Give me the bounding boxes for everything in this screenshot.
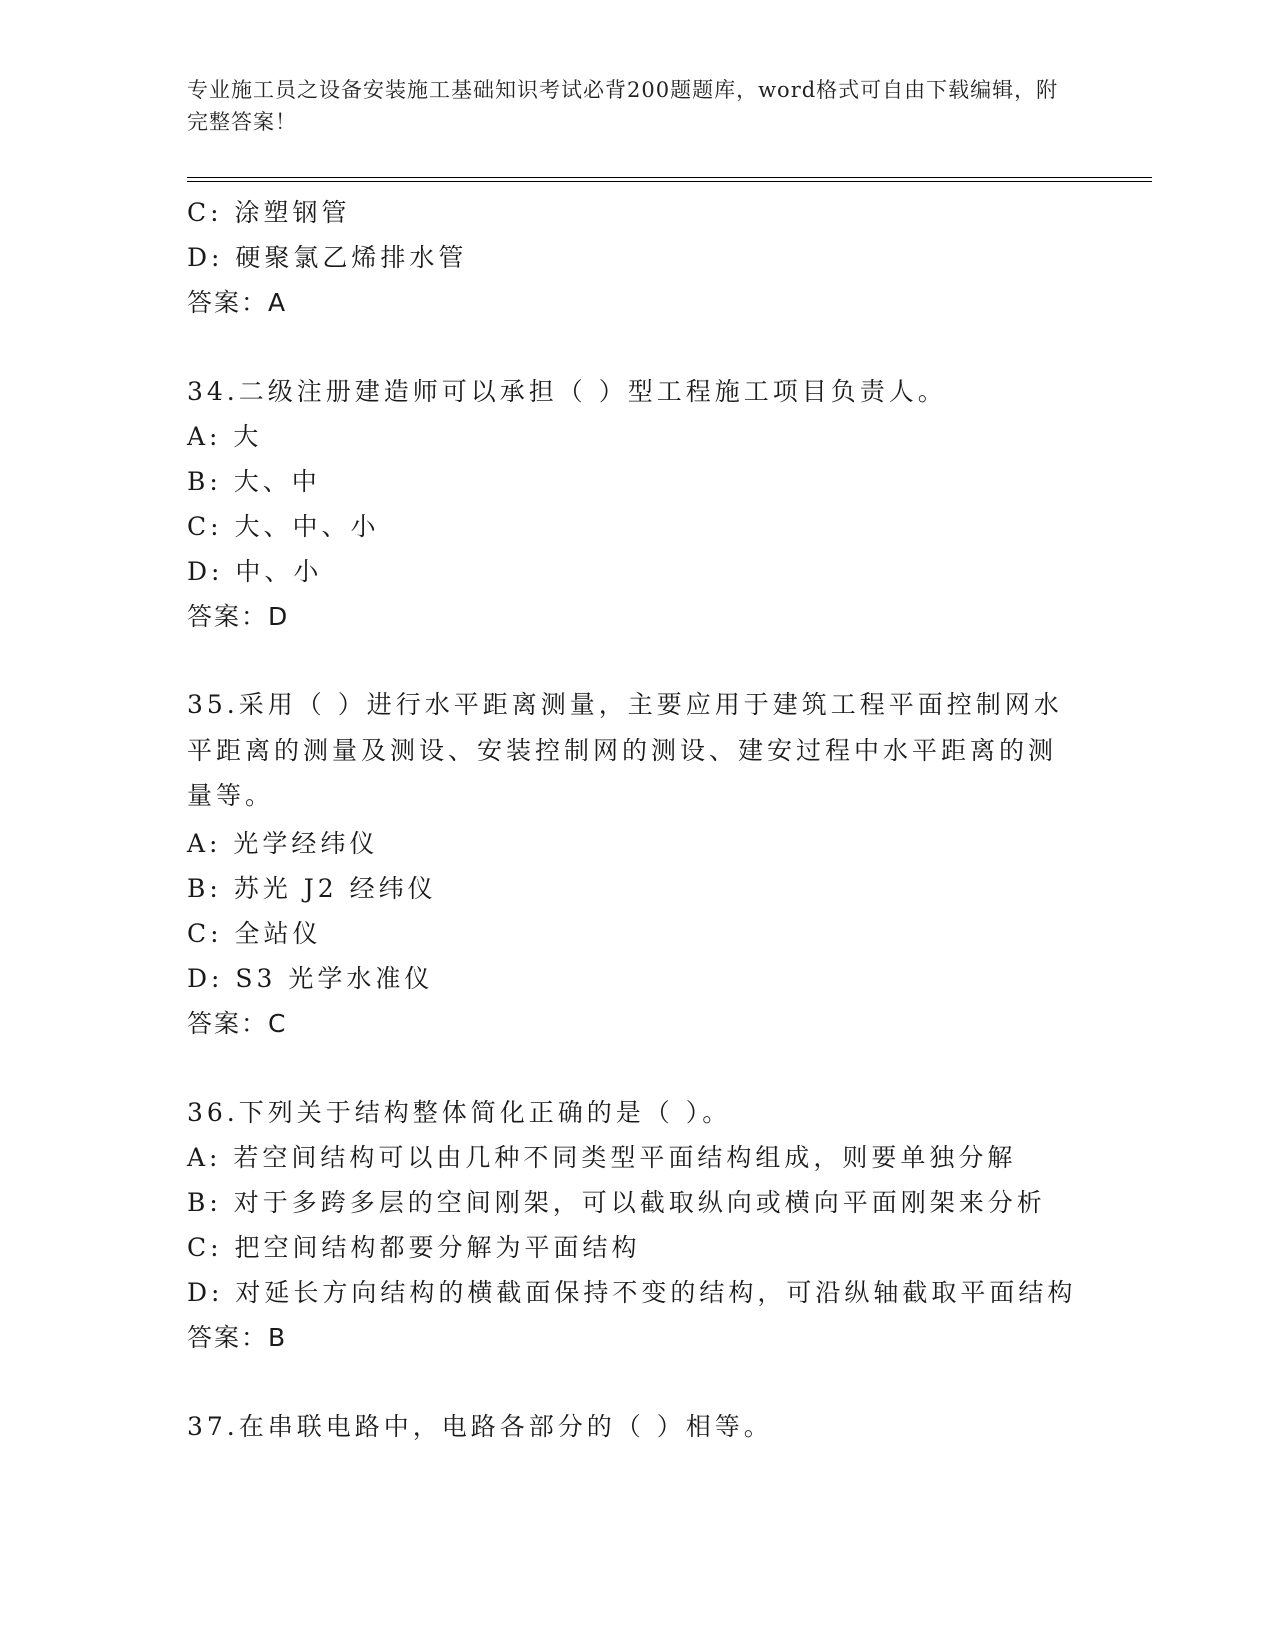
header-divider-bottom	[187, 181, 1152, 182]
question-35: 35.采用（ ）进行水平距离测量，主要应用于建筑工程平面控制网水平距离的测量及测设、安装控制网的测设、建安过程中水平距离的测量等。	[187, 690, 1063, 810]
question-37: 37.在串联电路中，电路各部分的（ ）相等。	[187, 1412, 773, 1441]
option-c: C: 大、中、小	[187, 512, 380, 541]
option-d: D: 对延长方向结构的横截面保持不变的结构，可沿纵轴截取平面结构	[187, 1278, 1077, 1307]
answer: 答案：C	[187, 1009, 288, 1038]
option-b: B: 大、中	[187, 467, 321, 496]
option-a: A: 若空间结构可以由几种不同类型平面结构组成，则要单独分解	[187, 1143, 1017, 1172]
option-b: B: 对于多跨多层的空间刚架，可以截取纵向或横向平面刚架来分析	[187, 1188, 1046, 1217]
option-b: B: 苏光 J2 经纬仪	[187, 874, 437, 903]
option-d: D: 硬聚氯乙烯排水管	[187, 243, 468, 272]
option-d: D: 中、小	[187, 557, 323, 586]
option-d: D: S3 光学水准仪	[187, 964, 434, 993]
option-a: A: 大	[187, 422, 263, 451]
answer: 答案：D	[187, 602, 290, 631]
option-c: C: 把空间结构都要分解为平面结构	[187, 1233, 641, 1262]
question-34: 34.二级注册建造师可以承担（ ）型工程施工项目负责人。	[187, 377, 947, 406]
answer: 答案：A	[187, 288, 288, 317]
option-c: C: 涂塑钢管	[187, 198, 351, 227]
option-c: C: 全站仪	[187, 919, 322, 948]
answer: 答案：B	[187, 1323, 288, 1352]
option-a: A: 光学经纬仪	[187, 829, 379, 858]
document-header: 专业施工员之设备安装施工基础知识考试必背200题题库，word格式可自由下载编辑，附完整答案！	[187, 78, 1059, 134]
header-divider-top	[187, 177, 1152, 178]
question-36: 36.下列关于结构整体简化正确的是（ ）。	[187, 1098, 732, 1127]
